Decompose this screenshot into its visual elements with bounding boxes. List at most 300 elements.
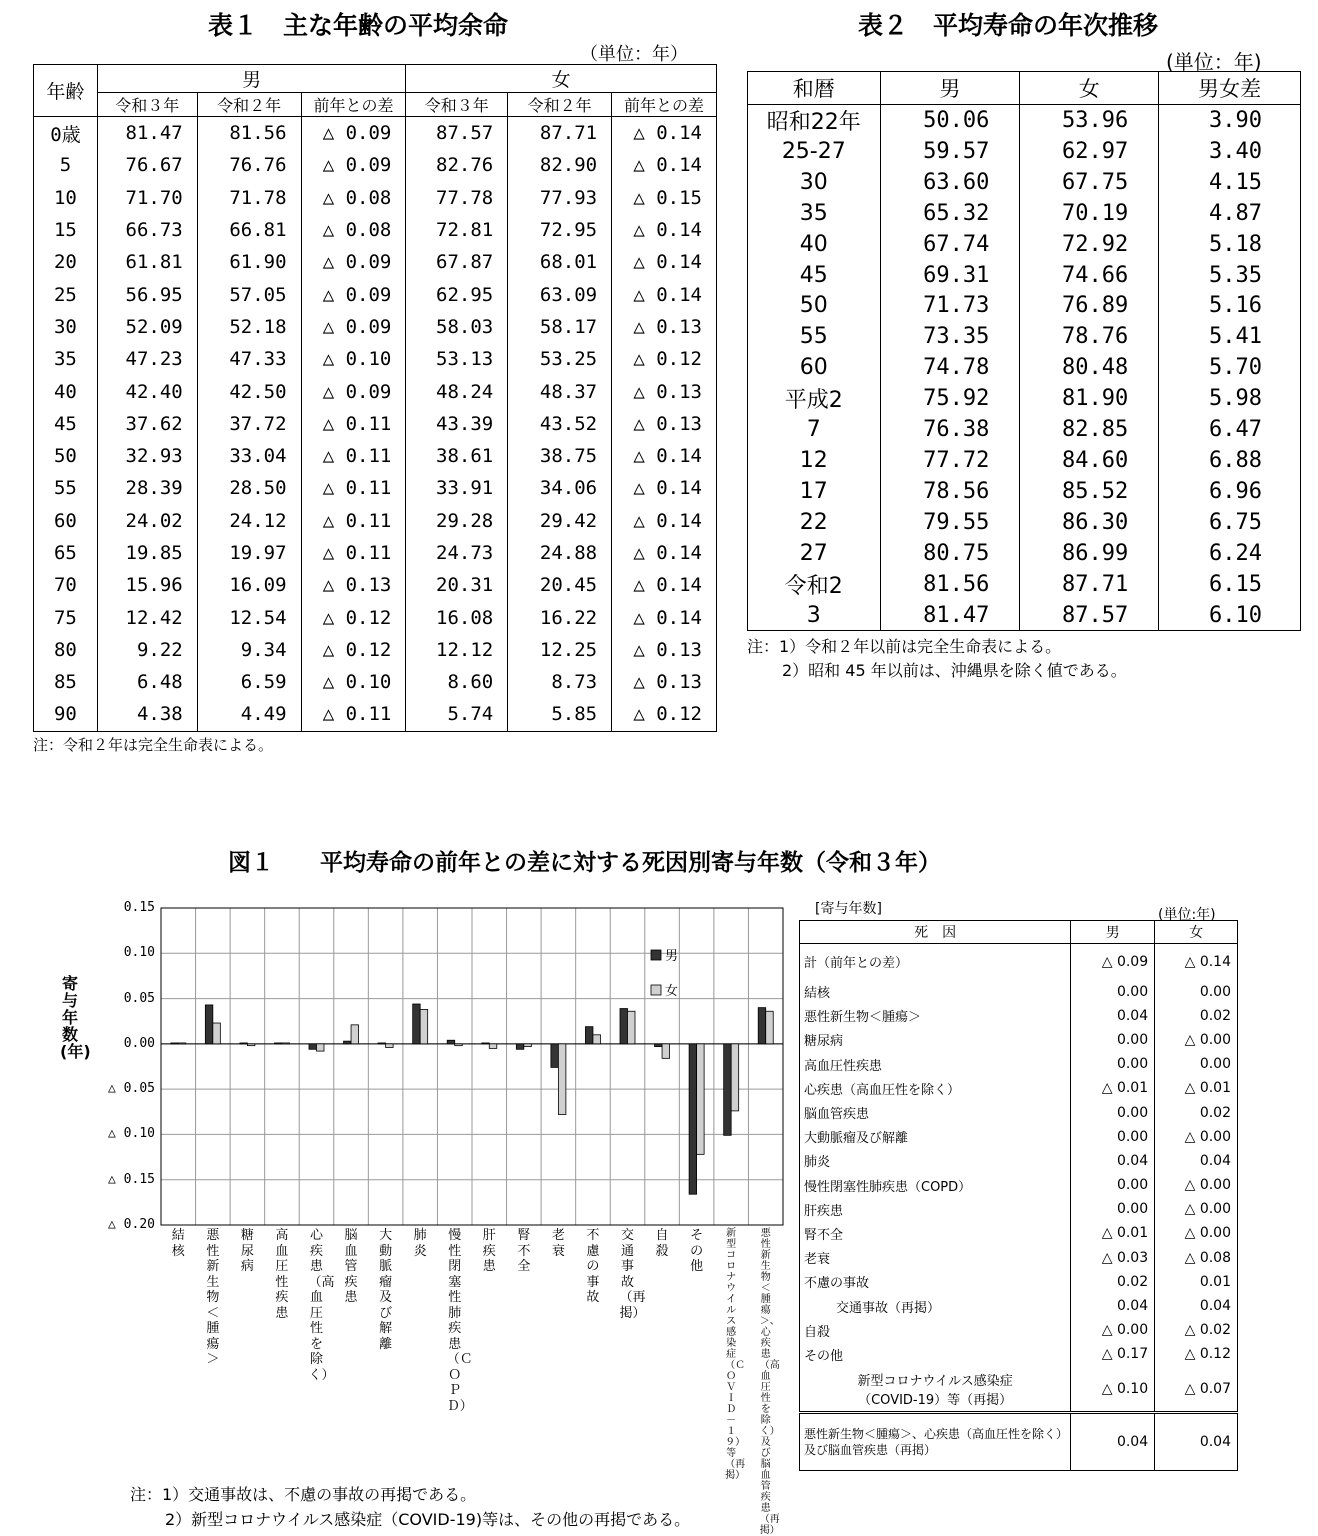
value-cell: 87.57 [1020,600,1159,631]
value-cell: 5.18 [1159,229,1301,260]
bar-female [282,1043,290,1044]
value-cell: △ 0.11 [301,440,406,472]
value-cell: 82.85 [1020,414,1159,445]
value-cell: 16.09 [197,569,301,601]
value-cell: 52.09 [97,311,197,343]
value-cell: △ 0.11 [301,408,406,440]
x-category-label: 糖尿病 [240,1228,254,1274]
age-cell: 70 [34,569,98,601]
value-cell: 24.12 [197,505,301,537]
cause-cell: 悪性新生物＜腫瘍＞、心疾患（高血圧性を除く）及び脳血管疾患（再掲） [800,1412,1071,1470]
value-cell: △ 0.12 [1155,1342,1238,1366]
era-cell: 22 [748,507,881,538]
value-cell: 58.03 [406,311,508,343]
value-cell: 58.17 [508,311,612,343]
table1-note: 注：令和２年は完全生命表による。 [33,736,274,754]
bar-chart [0,0,800,1240]
age-cell: 20 [34,246,98,278]
value-cell: △ 0.11 [301,698,406,731]
x-category-label: 交通事故（再掲） [619,1228,646,1321]
value-cell: △ 0.12 [301,601,406,633]
contrib-unit: (単位:年) [1158,907,1216,923]
value-cell: △ 0.12 [612,343,717,375]
bar-female [455,1044,463,1046]
x-category-label: 大動脈瘤及び解離 [379,1228,393,1352]
bar-male [240,1043,248,1044]
era-cell: 12 [748,445,881,476]
y-tick-label: △ 0.10 [108,1126,155,1142]
value-cell: 12.25 [508,634,612,666]
age-cell: 25 [34,278,98,310]
value-cell: △ 0.13 [612,408,717,440]
value-cell: 24.88 [508,537,612,569]
value-cell: 0.00 [1071,1028,1155,1052]
legend-swatch [651,985,661,995]
value-cell: 20.31 [406,569,508,601]
value-cell: △ 0.09 [301,246,406,278]
value-cell: 78.76 [1020,321,1159,352]
figure-note-1: 注：1）交通事故は、不慮の事故の再掲である。 [130,1485,477,1504]
era-cell: 30 [748,167,881,198]
value-cell: 3.40 [1159,136,1301,167]
value-cell: 62.97 [1020,136,1159,167]
era-cell: 45 [748,260,881,291]
value-cell: 0.04 [1071,1294,1155,1318]
value-cell: △ 0.00 [1155,1028,1238,1052]
value-cell: 20.45 [508,569,612,601]
cause-cell [800,1367,1071,1413]
sub-header: 令和２年 [508,93,612,117]
age-cell: 85 [34,666,98,698]
value-cell: △ 0.09 [301,149,406,181]
value-cell: 32.93 [97,440,197,472]
table2-row [748,507,1301,538]
value-cell: △ 0.09 [301,117,406,150]
value-cell: 77.78 [406,182,508,214]
contrib-table [799,920,1238,1471]
value-cell: 6.75 [1159,507,1301,538]
bar-male [585,1027,593,1044]
sub-header: 令和３年 [97,93,197,117]
sub-header: 令和２年 [197,93,301,117]
cause-cell: 悪性新生物＜腫瘍＞ [800,1004,1071,1028]
age-cell: 0歳 [34,117,98,150]
value-cell: 12.54 [197,601,301,633]
value-cell: △ 0.00 [1071,1318,1155,1342]
contrib-row [800,1052,1238,1076]
bar-female [178,1043,186,1044]
cause-cell: 脳血管疾患 [800,1100,1071,1124]
value-cell: △ 0.08 [1155,1246,1238,1270]
value-cell: △ 0.14 [612,149,717,181]
value-cell: 5.35 [1159,260,1301,291]
bar-male [516,1044,524,1049]
value-cell: 67.87 [406,246,508,278]
bar-male [551,1044,559,1068]
value-cell: 42.40 [97,375,197,407]
value-cell: 6.96 [1159,476,1301,507]
value-cell: 72.95 [508,214,612,246]
table2-row [748,414,1301,445]
bar-male [482,1043,490,1044]
value-cell: 24.02 [97,505,197,537]
bar-female [213,1023,221,1044]
female-header: 女 [406,65,717,93]
value-cell: 80.75 [880,538,1020,569]
value-cell: △ 0.09 [1071,944,1155,980]
value-cell: 0.00 [1155,980,1238,1004]
value-cell: 72.92 [1020,229,1159,260]
value-cell: △ 0.12 [301,634,406,666]
value-cell: 79.55 [880,507,1020,538]
value-cell: △ 0.14 [612,117,717,150]
x-category-label: 肺炎 [413,1228,427,1259]
value-cell: 61.90 [197,246,301,278]
cause-cell: 交通事故（再掲） [800,1294,1071,1318]
value-cell: 73.35 [880,321,1020,352]
y-tick-label: 0.05 [123,990,155,1006]
value-cell: 67.74 [880,229,1020,260]
cause-cell: 自殺 [800,1318,1071,1342]
contrib-row [800,1149,1238,1173]
female-header: 女 [1155,921,1238,944]
value-cell: 77.72 [880,445,1020,476]
cause-cell: 老衰 [800,1246,1071,1270]
value-cell: 0.00 [1155,1052,1238,1076]
value-cell: 52.18 [197,311,301,343]
value-cell: 53.13 [406,343,508,375]
value-cell: 6.15 [1159,569,1301,600]
value-cell: 81.47 [880,600,1020,631]
value-cell: 0.00 [1071,1100,1155,1124]
x-category-label: その他 [690,1228,704,1274]
era-cell: 3 [748,600,881,631]
table2-row [748,321,1301,352]
value-cell: 9.22 [97,634,197,666]
value-cell: 71.73 [880,290,1020,321]
value-cell: 29.28 [406,505,508,537]
bar-male [689,1044,697,1194]
value-cell: 38.75 [508,440,612,472]
table2-row [748,198,1301,229]
value-cell: 0.00 [1071,1125,1155,1149]
age-cell: 55 [34,472,98,504]
value-cell: 68.01 [508,246,612,278]
value-cell: 0.00 [1071,1197,1155,1221]
value-cell: 12.12 [406,634,508,666]
value-cell: 16.08 [406,601,508,633]
value-cell: 81.56 [197,117,301,150]
y-tick-label: △ 0.20 [108,1217,155,1232]
value-cell: 4.87 [1159,198,1301,229]
y-tick-label: 0.10 [123,945,155,961]
value-cell: 47.23 [97,343,197,375]
bar-female [524,1044,532,1047]
contrib-caption: [寄与年数] [815,901,882,917]
x-category-label: 肝疾患 [482,1228,496,1274]
value-cell: 63.09 [508,278,612,310]
male-header: 男 [97,65,406,93]
legend-label: 女 [665,984,679,999]
value-cell: 5.85 [508,698,612,731]
value-cell: 19.85 [97,537,197,569]
value-cell: △ 0.13 [612,634,717,666]
value-cell: 42.50 [197,375,301,407]
value-cell: 0.02 [1155,1004,1238,1028]
value-cell: 67.75 [1020,167,1159,198]
value-cell: 76.38 [880,414,1020,445]
value-cell: 0.01 [1155,1270,1238,1294]
table2-row [748,105,1301,137]
value-cell: 5.98 [1159,383,1301,414]
value-cell: △ 0.15 [612,182,717,214]
table1-title: 表１ 主な年齢の平均余命 [208,11,509,40]
contrib-row [800,1294,1238,1318]
value-cell: △ 0.14 [612,246,717,278]
era-cell: 17 [748,476,881,507]
value-cell: 0.04 [1155,1412,1238,1470]
value-cell: 33.91 [406,472,508,504]
value-cell: 86.99 [1020,538,1159,569]
x-category-label: 脳血管疾患 [344,1228,358,1305]
contrib-row [800,980,1238,1004]
contrib-row [800,1076,1238,1100]
era-cell: 50 [748,290,881,321]
value-cell: △ 0.13 [612,311,717,343]
x-category-label: 自殺 [655,1228,669,1259]
x-category-label: 悪性新生物＜腫瘍＞、心疾患（高血圧性を除く）及び脳血管疾患（再掲） [759,1228,780,1536]
value-cell: 65.32 [880,198,1020,229]
value-cell: 19.97 [197,537,301,569]
value-cell: △ 0.11 [301,505,406,537]
value-cell: 84.60 [1020,445,1159,476]
value-cell: △ 0.01 [1071,1221,1155,1245]
bar-female [420,1009,428,1043]
legend-label: 男 [665,949,679,964]
value-cell: 34.06 [508,472,612,504]
contrib-row [800,1221,1238,1245]
table2-row [748,290,1301,321]
value-cell: 69.31 [880,260,1020,291]
value-cell: 48.24 [406,375,508,407]
value-cell: 47.33 [197,343,301,375]
value-cell: △ 0.17 [1071,1342,1155,1366]
table2-row [748,600,1301,631]
value-cell: 57.05 [197,278,301,310]
era-cell: 55 [748,321,881,352]
cause-cell: 肝疾患 [800,1197,1071,1221]
era-cell: 60 [748,352,881,383]
age-header: 年齢 [34,65,98,117]
age-cell: 15 [34,214,98,246]
value-cell: 80.48 [1020,352,1159,383]
bar-female [662,1044,670,1058]
bar-female [766,1011,774,1044]
age-cell: 90 [34,698,98,731]
value-cell: 6.24 [1159,538,1301,569]
bar-male [758,1008,766,1044]
era-cell: 平成2 [748,383,881,414]
value-cell: 5.41 [1159,321,1301,352]
value-cell: 77.93 [508,182,612,214]
value-cell: 74.78 [880,352,1020,383]
value-cell: 48.37 [508,375,612,407]
x-category-label: 老衰 [551,1228,565,1259]
bar-female [731,1044,739,1111]
contrib-row [800,1100,1238,1124]
era-cell: 昭和22年 [748,105,881,137]
table2-unit: (単位：年) [1166,50,1262,74]
x-category-label: 腎不全 [517,1228,531,1274]
bar-female [247,1044,255,1046]
value-cell: △ 0.10 [1071,1367,1155,1413]
value-cell: △ 0.14 [612,601,717,633]
y-tick-label: △ 0.15 [108,1171,155,1187]
cause-cell: 心疾患（高血圧性を除く） [800,1076,1071,1100]
value-cell: 81.90 [1020,383,1159,414]
value-cell: △ 0.13 [612,666,717,698]
value-cell: △ 0.14 [612,472,717,504]
value-cell: 82.90 [508,149,612,181]
table2-row [748,136,1301,167]
table2-row [748,167,1301,198]
age-cell: 65 [34,537,98,569]
cause-cell: 高血圧性疾患 [800,1052,1071,1076]
value-cell: 71.78 [197,182,301,214]
era-header: 和暦 [748,72,881,105]
value-cell: △ 0.09 [301,375,406,407]
bar-male [378,1043,386,1044]
value-cell: △ 0.13 [301,569,406,601]
value-cell: 0.02 [1071,1270,1155,1294]
value-cell: △ 0.13 [612,375,717,407]
bar-male [620,1009,628,1044]
value-cell: 6.47 [1159,414,1301,445]
value-cell: △ 0.10 [301,343,406,375]
age-cell: 60 [34,505,98,537]
value-cell: △ 0.01 [1071,1076,1155,1100]
x-category-label: 高血圧性疾患 [275,1228,289,1321]
age-cell: 80 [34,634,98,666]
bar-female [628,1011,636,1044]
x-category-label: 慢性閉塞性肺疾患（ＣＯＰＤ） [446,1228,473,1414]
value-cell: 37.72 [197,408,301,440]
figure-note-2: 2）新型コロナウイルス感染症（COVID-19)等は、その他の再掲である。 [165,1510,691,1529]
table2-row [748,445,1301,476]
value-cell: 76.89 [1020,290,1159,321]
contrib-row-total [800,1412,1238,1470]
value-cell: 72.81 [406,214,508,246]
legend-swatch [651,950,661,960]
value-cell: 6.48 [97,666,197,698]
cause-cell: 肺炎 [800,1149,1071,1173]
value-cell: 24.73 [406,537,508,569]
contrib-row [800,1028,1238,1052]
value-cell: 53.25 [508,343,612,375]
table2-title: 表２ 平均寿命の年次推移 [858,11,1159,40]
era-cell: 25-27 [748,136,881,167]
value-cell: 0.04 [1155,1149,1238,1173]
value-cell: △ 0.14 [612,505,717,537]
x-category-label: 心疾患（高血圧性を除く） [308,1228,335,1383]
bar-male [724,1044,732,1135]
value-cell: 74.66 [1020,260,1159,291]
value-cell: 0.04 [1071,1412,1155,1470]
value-cell: 70.19 [1020,198,1159,229]
value-cell: 43.52 [508,408,612,440]
value-cell: 66.73 [97,214,197,246]
cause-cell: 腎不全 [800,1221,1071,1245]
table2-note-2: 2）昭和 45 年以前は、沖縄県を除く値である。 [782,661,1127,680]
value-cell: 59.57 [880,136,1020,167]
value-cell: △ 0.00 [1155,1173,1238,1197]
table2-row [748,538,1301,569]
value-cell: 16.22 [508,601,612,633]
value-cell: 78.56 [880,476,1020,507]
age-cell: 45 [34,408,98,440]
sub-header: 前年との差 [301,93,406,117]
bar-male [309,1044,317,1049]
x-category-label: 悪性新生物＜腫瘍＞ [206,1228,220,1367]
table2-row [748,229,1301,260]
bar-female [697,1044,705,1154]
value-cell: 29.42 [508,505,612,537]
bar-female [351,1025,359,1044]
value-cell: 15.96 [97,569,197,601]
value-cell: 61.81 [97,246,197,278]
era-cell: 40 [748,229,881,260]
bar-female [386,1044,394,1048]
era-cell: 27 [748,538,881,569]
value-cell: 85.52 [1020,476,1159,507]
value-cell: 0.02 [1155,1100,1238,1124]
value-cell: 76.67 [97,149,197,181]
value-cell: △ 0.00 [1155,1197,1238,1221]
value-cell: 0.04 [1071,1004,1155,1028]
y-tick-label: △ 0.05 [108,1081,155,1097]
value-cell: △ 0.09 [301,311,406,343]
value-cell: △ 0.00 [1155,1221,1238,1245]
x-category-label: 結核 [171,1228,185,1259]
value-cell: 6.59 [197,666,301,698]
value-cell: 50.06 [880,105,1020,137]
value-cell: 81.56 [880,569,1020,600]
value-cell: 28.39 [97,472,197,504]
cause-label: （COVID-19）等（再掲） [858,1392,1013,1408]
diff-header: 男女差 [1159,72,1301,105]
age-cell: 35 [34,343,98,375]
cause-cell: 慢性閉塞性肺疾患（COPD） [800,1173,1071,1197]
value-cell: 5.74 [406,698,508,731]
contrib-row [800,1270,1238,1294]
value-cell: 0.00 [1071,980,1155,1004]
contrib-row [800,944,1238,980]
sub-header: 令和３年 [406,93,508,117]
table1-unit: （単位：年） [580,44,688,65]
value-cell: △ 0.07 [1155,1367,1238,1413]
bar-male [171,1043,179,1044]
value-cell: 75.92 [880,383,1020,414]
value-cell: 5.16 [1159,290,1301,321]
value-cell: 71.70 [97,182,197,214]
cause-cell: 大動脈瘤及び解離 [800,1125,1071,1149]
contrib-row [800,1342,1238,1366]
bar-female [593,1035,601,1044]
table2 [747,71,1301,631]
value-cell: 43.39 [406,408,508,440]
value-cell: 87.71 [508,117,612,150]
figure-title: 図１ 平均寿命の前年との差に対する死因別寄与年数（令和３年） [228,850,941,876]
